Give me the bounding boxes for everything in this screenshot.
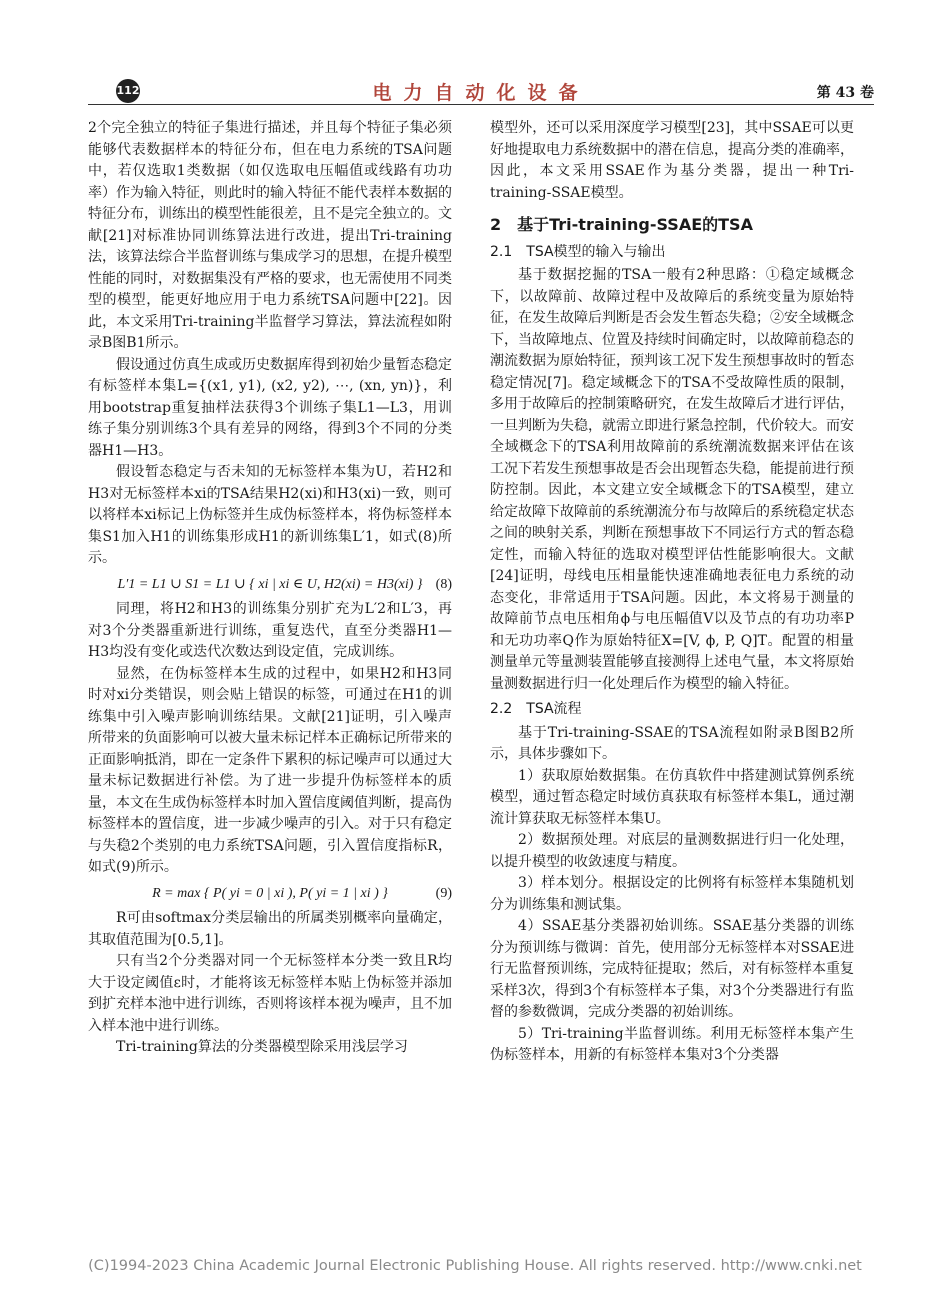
copyright-footer: (C)1994-2023 China Academic Journal Electronic Publishing House. All rights reserved. http://www.cnki.net	[88, 1258, 862, 1274]
equation-9	[88, 883, 452, 905]
list-item: 1）获取原始数据集。在仿真软件中搭建测试算例系统模型，通过暂态稳定时域仿真获取有标签样本集L，通过潮流计算获取无标签样本集U。	[490, 767, 854, 827]
list-item: 4）SSAE基分类器初始训练。SSAE基分类器的训练分为预训练与微调：首先，使用部分无标签样本对SSAE进行无监督预训练，完成特征提取；然后，对有标签样本重复采样3次，得到3个有标签样本子集，对3个分类器进行有监督的参数微调，完成分类器的初始训练。	[490, 918, 854, 1020]
paragraph: 只有当2个分类器对同一个无标签样本分类一致且R均大于设定阈值ε时，才能将该无标签样本贴上伪标签并添加到扩充样本池中进行训练，否则将该样本视为噪声，且不加入样本池中进行训练。	[88, 953, 452, 1034]
paragraph: 基于数据挖掘的TSA一般有2种思路：①稳定域概念下，以故障前、故障过程中及故障后的系统变量为原始特征，在发生故障后判断是否会发生暂态失稳；②安全域概念下，当故障地点、位置及持续时间确定时，以故障前稳态的潮流数据为原始特征，预判该工况下发生预想事故时的暂态稳定情况[7]。稳定域概念下的TSA不受故障性质的限制，多用于故障后的控制策略研究，在发生故障后才进行评估，一旦判断为失稳，就需立即进行紧急控制，代价较大。而安全域概念下的TSA利用故障前的系统潮流数据来评估在该工况下若发生预想事故是否会出现暂态失稳，能提前进行预防控制。因此，本文建立安全域概念下的TSA模型，建立给定故障下故障前的系统潮流分布与故障后的系统稳定状态之间的映射关系，判断在预想事故下不同运行方式的暂态稳定性，而输入特征的选取对模型评估性能影响很大。文献[24]证明，母线电压相量能快速准确地表征电力系统的动态变化，非常适用于TSA问题。因此，本文将易于测量的故障前节点电压相角ϕ与电压幅值V以及节点的有功功率P和无功功率Q作为原始特征X=[V, ϕ, P, Q]T。配置的相量测量单元等量测装置能够直接测得上述电气量，本文将原始量测数据进行归一化处理后作为模型的输入特征。	[490, 267, 854, 692]
paragraph: 假设通过仿真生成或历史数据库得到初始少量暂态稳定有标签样本集L={(x1, y1), (x2, y2), ⋯, (xn, yn)}，利用bootstrap重复抽样法获得3个训练子集L1—L3，用训练子集分别训练3个具有差异的网络，得到3个不同的分类器H1—H3。	[88, 356, 452, 459]
equation-8-number: (8)	[435, 576, 452, 592]
list-item: 5）Tri-training半监督训练。利用无标签样本集产生伪标签样本，用新的有标签样本集对3个分类器	[490, 1025, 854, 1063]
list-item: 3）样本划分。根据设定的比例将有标签样本集随机划分为训练集和测试集。	[490, 875, 854, 913]
page-number-badge: 112	[116, 79, 140, 103]
equation-9-number: (9)	[435, 885, 452, 901]
paragraph: 2个完全独立的特征子集进行描述，并且每个特征子集必须能够代表数据样本的特征分布，但在电力系统的TSA问题中，若仅选取1类数据（如仅选取电压幅值或线路有功功率）作为输入特征，则此时的输入特征不能代表样本数据的特征分布，训练出的模型性能很差，且不是完全独立的。文献[21]对标准协同训练算法进行改进，提出Tri-training法，该算法综合半监督训练与集成学习的思想，在提升模型性能的同时，对数据集没有严格的要求，也无需使用不同类型的模型，能更好地应用于电力系统TSA问题中[22]。因此，本文采用Tri-training半监督学习算法，算法流程如附录B图B1所示。	[88, 120, 452, 351]
subsection-heading-2-1: 2.1 TSA模型的输入与输出	[490, 243, 666, 260]
volume-label: 第 43 卷	[816, 85, 874, 101]
paragraph: 同理，将H2和H3的训练集分别扩充为L′2和L′3，再对3个分类器重新进行训练，重复迭代，直至分类器H1—H3均没有变化或迭代次数达到设定值，完成训练。	[88, 601, 452, 660]
paragraph: Tri-training算法的分类器模型除采用浅层学习	[116, 1039, 408, 1055]
left-column	[88, 118, 452, 1059]
paragraph: 模型外，还可以采用深度学习模型[23]，其中SSAE可以更好地提取电力系统数据中的潜在信息，提高分类的准确率，因此，本文采用SSAE作为基分类器，提出一种Tri-training-SSAE模型。	[490, 120, 854, 201]
equation-9-body: R = max { P( yi = 0 | xi ), P( yi = 1 | xi ) }	[152, 885, 388, 901]
subsection-heading-2-2: 2.2 TSA流程	[490, 701, 582, 717]
paragraph: 显然，在伪标签样本生成的过程中，如果H2和H3同时对xi分类错误，则会贴上错误的标签，可通过在H1的训练集中引入噪声影响训练结果。文献[21]证明，引入噪声所带来的负面影响可以被大量未标记样本正确标记所带来的正面影响抵消，即在一定条件下累积的标记噪声可以通过大量未标记数据进行补偿。为了进一步提升伪标签样本的质量，本文在生成伪标签样本时加入置信度阈值判断，提高伪标签样本的置信度，进一步减少噪声的引入。对于只有稳定与失稳2个类别的电力系统TSA问题，引入置信度指标R，如式(9)所示。	[88, 665, 452, 875]
page-header	[88, 76, 874, 106]
right-column	[490, 118, 854, 1067]
list-item: 2）数据预处理。对底层的量测数据进行归一化处理，以提升模型的收敛速度与精度。	[490, 832, 854, 870]
journal-title: 电力自动化设备	[372, 82, 590, 104]
paragraph: 基于Tri-training-SSAE的TSA流程如附录B图B2所示，具体步骤如下。	[490, 724, 854, 762]
paragraph: R可由softmax分类层输出的所属类别概率向量确定，其取值范围为[0.5,1]。	[88, 910, 452, 948]
equation-8-body: L′1 = L1 ∪ S1 = L1 ∪ { xi | xi ∈ U, H2(xi) = H3(xi) }	[117, 576, 423, 592]
paragraph: 假设暂态稳定与否未知的无标签样本集为U，若H2和H3对无标签样本xi的TSA结果H2(xi)和H3(xi)一致，则可以将样本xi标记上伪标签并生成伪标签样本，将伪标签样本集S1加入H1的训练集形成H1的新训练集L′1，如式(8)所示。	[88, 464, 452, 566]
equation-8	[88, 574, 452, 596]
section-heading-2: 2 基于Tri-training-SSAE的TSA	[490, 215, 753, 234]
header-rule	[88, 104, 874, 105]
